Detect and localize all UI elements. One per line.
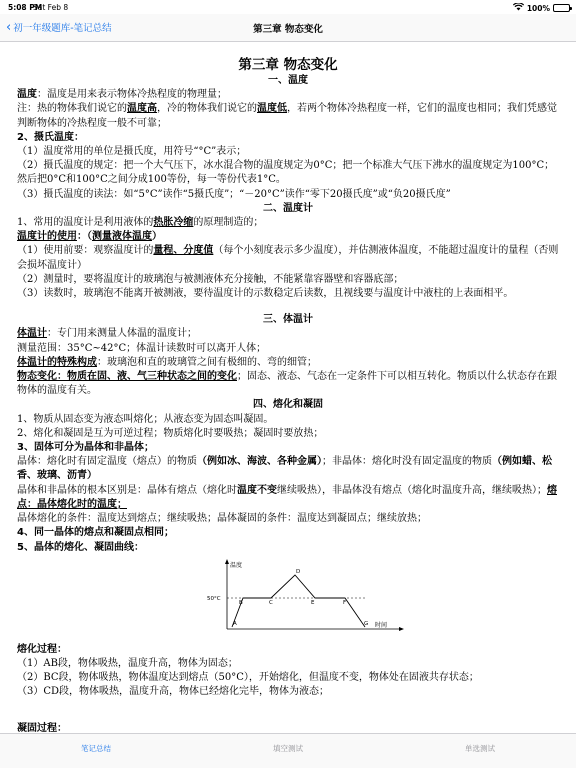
chevron-left-icon: ‹ bbox=[6, 19, 12, 35]
navigation-bar bbox=[0, 14, 576, 42]
status-right bbox=[513, 3, 570, 13]
point-label-d: D bbox=[296, 568, 301, 575]
battery-percent: 100% bbox=[526, 3, 550, 13]
paragraph: 晶体：熔化时有固定温度（熔点）的物质（例如冰、海波、各种金属）；非晶体：熔化时没有固定温度的物质（例如蜡、松香、玻璃、沥青） bbox=[17, 456, 552, 482]
paragraph: （1）使用前要：观察温度计的量程、分度值（每个小刻度表示多少温度），并估测液体温度，不能超过温度计的量程（否则会损坏温度计） bbox=[17, 245, 559, 271]
battery-icon bbox=[553, 4, 570, 12]
point-label-a: A bbox=[233, 620, 237, 627]
paragraph: 温度：温度是用来表示物体冷热程度的物理量； bbox=[17, 89, 227, 101]
paragraph: 物态变化：物质在固、液、气三种状态之间的变化；固态、液态、气态在一定条件下可以相互转化。物质以什么状态存在跟物体的温度有关。 bbox=[17, 371, 557, 397]
notes-content[interactable] bbox=[0, 43, 576, 733]
paragraph: （1）温度常用的单位是摄氏度，用符号“°C”表示； bbox=[17, 146, 247, 158]
status-bar bbox=[0, 0, 576, 14]
paragraph: （3）摄氏温度的读法：如“5°C”读作“5摄氏度”；“－20°C”读作“零下20摄氏度”或“负20摄氏度” bbox=[17, 188, 451, 200]
paragraph: （2）测量时，要将温度计的玻璃泡与被测液体充分接触，不能紧靠容器壁和容器底部； bbox=[17, 273, 404, 285]
tab-notes-summary[interactable]: 笔记总结 bbox=[81, 744, 111, 753]
paragraph: （3）CD段，物体吸热，温度升高，物体已经熔化完毕，物体为液态； bbox=[17, 686, 330, 698]
melting-curve-svg bbox=[205, 559, 405, 631]
paragraph: 熔化过程： bbox=[17, 643, 67, 655]
section-heading-clinical-thermometer: 三、体温计 bbox=[263, 314, 313, 326]
temperature-label: 50°C bbox=[207, 595, 221, 602]
paragraph: 1、常用的温度计是利用液体的热胀冷缩的原理制造的； bbox=[17, 217, 264, 229]
status-time: 5:08 PM bbox=[8, 3, 43, 12]
back-button-label: 初一年级题库-笔记总结 bbox=[13, 23, 112, 34]
paragraph: （3）读数时，玻璃泡不能离开被测液，要待温度计的示数稳定后读数，且视线要与温度计中液柱的上表面相平。 bbox=[17, 288, 514, 300]
paragraph: 2、摄氏温度： bbox=[17, 131, 84, 143]
point-label-f: F bbox=[343, 599, 347, 606]
section-heading-melting: 四、熔化和凝固 bbox=[253, 399, 323, 411]
paragraph: 2、熔化和凝固是互为可逆过程；物质熔化时要吸热；凝固时要放热； bbox=[17, 427, 324, 439]
paragraph: 温度计的使用：（测量液体温度） bbox=[17, 231, 162, 243]
y-axis-label: 温度 bbox=[230, 561, 243, 569]
paragraph: 晶体和非晶体的根本区别是：晶体有熔点（熔化时温度不变继续吸热），非晶体没有熔点（熔化时温度升高，继续吸热）；熔点：晶体熔化时的温度； bbox=[17, 484, 557, 510]
paragraph: 体温计：专门用来测量人体温的温度计； bbox=[17, 328, 197, 340]
section-heading-thermometer: 二、温度计 bbox=[263, 202, 313, 214]
melting-curve-diagram bbox=[205, 559, 405, 631]
paragraph: 5、晶体的熔化、凝固曲线： bbox=[17, 541, 144, 553]
point-label-e: E bbox=[311, 599, 315, 606]
paragraph: （2）BC段，物体吸热，物体温度达到熔点（50°C），开始熔化，但温度不变，物体处在固液共存状态； bbox=[17, 672, 479, 684]
x-axis-arrow bbox=[399, 627, 404, 631]
paragraph: 注：热的物体我们说它的温度高，冷的物体我们说它的温度低，若两个物体冷热程度一样，它们的温度也相同；我们凭感觉判断物体的冷热程度一般不可靠； bbox=[17, 103, 557, 129]
y-axis-arrow bbox=[225, 559, 229, 564]
section-heading-temperature: 一、温度 bbox=[268, 75, 308, 86]
paragraph: 3、固体可分为晶体和非晶体； bbox=[17, 442, 154, 454]
paragraph: （1）AB段，物体吸热，温度升高，物体为固态； bbox=[17, 657, 238, 669]
tab-single-choice-test[interactable]: 单选测试 bbox=[465, 744, 495, 753]
x-axis-label: 时间 bbox=[375, 621, 388, 629]
paragraph: 4、同一晶体的熔点和凝固点相同； bbox=[17, 527, 174, 539]
paragraph: 测量范围：35°C~42°C；体温计读数时可以离开人体； bbox=[17, 342, 267, 354]
paragraph: 1、物质从固态变为液态叫熔化；从液态变为固态叫凝固。 bbox=[17, 413, 274, 425]
tab-fill-in-test[interactable]: 填空测试 bbox=[273, 744, 303, 753]
wifi-icon bbox=[513, 3, 524, 13]
paragraph: 体温计的特殊构成：玻璃泡和直的玻璃管之间有极细的、弯的细管； bbox=[17, 356, 317, 368]
tab-bar bbox=[0, 733, 576, 768]
nav-title: 第三章 物态变化 bbox=[253, 24, 323, 35]
paragraph: 凝固过程： bbox=[17, 722, 67, 733]
document-title: 第三章 物态变化 bbox=[238, 57, 338, 73]
point-label-g: G bbox=[364, 620, 369, 627]
point-label-b: B bbox=[239, 599, 243, 606]
status-date: Sat Feb 8 bbox=[33, 3, 69, 12]
point-label-c: C bbox=[269, 599, 273, 606]
paragraph: （2）摄氏温度的规定：把一个大气压下，冰水混合物的温度规定为0°C；把一个标准大气压下沸水的温度规定为100°C；然后把0°C和100°C之间分成100等份，每一等份代表1°C。 bbox=[17, 160, 555, 186]
paragraph: 晶体熔化的条件：温度达到熔点；继续吸热；晶体凝固的条件：温度达到凝固点；继续放热； bbox=[17, 513, 427, 525]
